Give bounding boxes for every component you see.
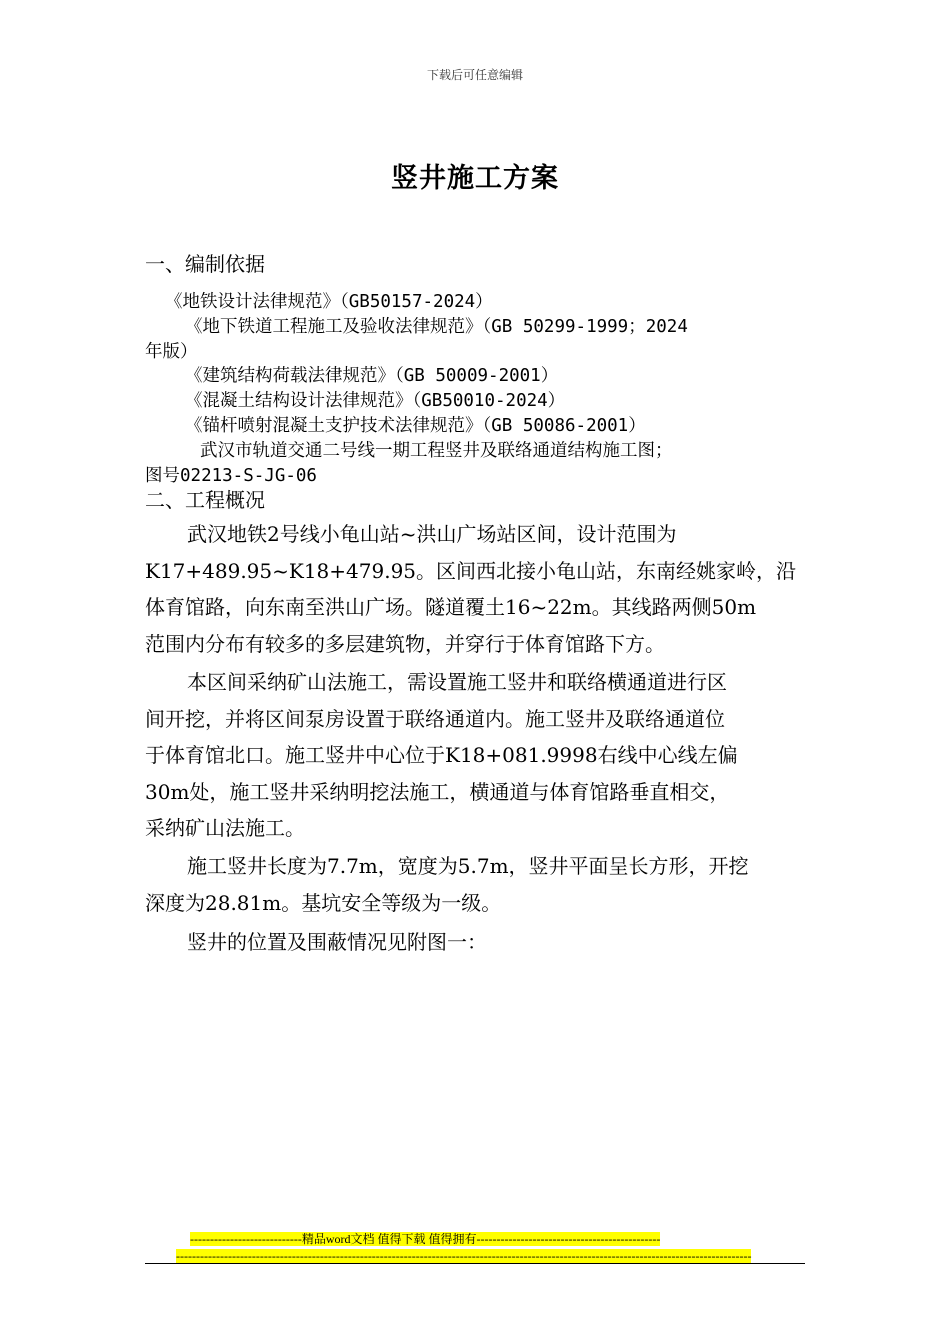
reference-item: 《混凝土结构设计法律规范》（GB50010-2024） [185, 391, 566, 411]
header-note: 下载后可任意编辑 [426, 68, 523, 82]
reference-item: 《地下铁道工程施工及验收法律规范》（GB 50299-1999；2024 [185, 317, 688, 337]
reference-item: 《锚杆喷射混凝土支护技术法律规范》（GB 50086-2001） [185, 416, 646, 436]
paragraph-line: 本区间采纳矿山法施工，需设置施工竖井和联络横通道进行区 [187, 670, 727, 694]
paragraph-line: K17+489.95~K18+479.95。区间西北接小龟山站，东南经姚家岭，沿 [145, 558, 797, 583]
footer-text: ------------------------------------------------------------------------------------------------------------------------------------------------ [176, 1249, 752, 1263]
reference-item: 《建筑结构荷载法律规范》（GB 50009-2001） [185, 366, 559, 386]
document-title: 竖井施工方案 [391, 163, 559, 194]
paragraph-line: 于体育馆北口。施工竖井中心位于K18+081.9998右线中心线左偏 [145, 743, 738, 767]
paragraph-line: 竖井的位置及围蔽情况见附图一： [187, 930, 487, 954]
paragraph-line: 30m处，施工竖井采纳明挖法施工，横通道与体育馆路垂直相交， [145, 779, 730, 804]
paragraph-overview-3 [145, 848, 805, 921]
reference-item: 武汉市轨道交通二号线一期工程竖井及联络通道结构施工图； [200, 441, 673, 461]
footer-divider [145, 1263, 805, 1264]
paragraph-line: 武汉地铁2号线小龟山站~洪山广场站区间，设计范围为 [187, 522, 677, 546]
paragraph-overview-4 [145, 924, 805, 961]
footer-text: ----------------------------精品word文档 值得下载 值得拥有---------------------------------------------- [190, 1232, 661, 1246]
reference-item-continuation: 年版） [145, 342, 198, 362]
paragraph-overview-2 [145, 664, 805, 847]
reference-item-continuation: 图号02213-S-JG-06 [145, 466, 317, 486]
paragraph-line: 范围内分布有较多的多层建筑物，并穿行于体育馆路下方。 [145, 631, 665, 656]
reference-item: 《地铁设计法律规范》（GB50157-2024） [165, 292, 493, 312]
paragraph-line: 采纳矿山法施工。 [145, 816, 305, 840]
paragraph-line: 体育馆路，向东南至洪山广场。隧道覆土16~22m。其线路两侧50m [145, 595, 757, 619]
footer-banner-line2 [176, 1245, 751, 1264]
paragraph-overview-1 [145, 516, 805, 662]
paragraph-line: 间开挖，并将区间泵房设置于联络通道内。施工竖井及联络通道位 [145, 706, 725, 731]
paragraph-line: 施工竖井长度为7.7m，宽度为5.7m，竖井平面呈长方形，开挖 [187, 854, 749, 878]
section-heading-overview: 二、工程概况 [145, 488, 265, 512]
section-heading-basis: 一、编制依据 [145, 252, 265, 276]
paragraph-line: 深度为28.81m。基坑安全等级为一级。 [145, 890, 502, 915]
